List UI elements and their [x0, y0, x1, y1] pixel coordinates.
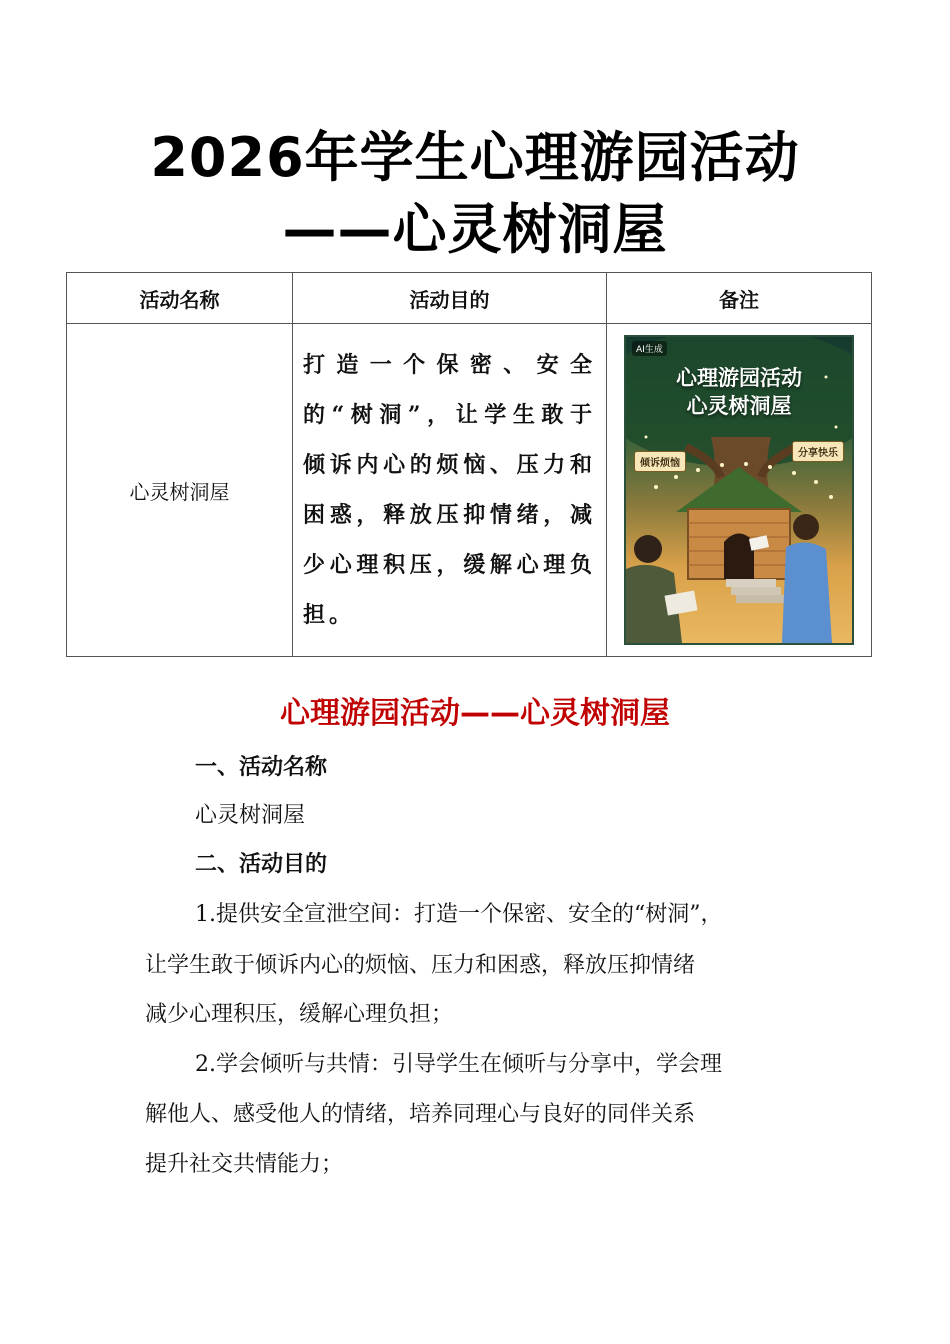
- activity-poster-image: [624, 335, 854, 645]
- purpose-item-2-line3: 提升社交共情能力；: [145, 1152, 344, 1177]
- poster-title-line2: 心灵树洞屋: [686, 394, 792, 418]
- document-title-line2: ——心灵树洞屋: [282, 198, 668, 261]
- poster-title-line1: 心理游园活动: [676, 366, 802, 390]
- purpose-item-1-line2: 让学生敢于倾诉内心的烦恼、压力和困惑，释放压抑情绪: [145, 953, 696, 978]
- purpose-item-2-line2: 解他人、感受他人的情绪，培养同理心与良好的同伴关系: [145, 1102, 696, 1127]
- poster-tag-left: 倾诉烦恼: [634, 451, 686, 472]
- treehouse-icon: [676, 467, 802, 603]
- purpose-item-2-line1: 2.学会倾听与共情：引导学生在倾听与分享中，学会理: [195, 1052, 722, 1077]
- poster-tag-right: 分享快乐: [792, 441, 844, 462]
- heading-activity-name: 一、活动名称: [195, 755, 328, 780]
- cell-activity-name: 心灵树洞屋: [67, 324, 293, 657]
- activity-name-text: 心灵树洞屋: [195, 803, 306, 828]
- header-activity-name: 活动名称: [67, 273, 293, 324]
- table-row: [67, 324, 872, 657]
- section-title: 心理游园活动——心灵树洞屋: [280, 696, 670, 731]
- header-notes: 备注: [607, 273, 872, 324]
- cell-notes: [607, 324, 872, 657]
- cell-activity-purpose: 打造一个保密、安全的“树洞”，让学生敢于倾诉内心的烦恼、压力和困惑，释放压抑情绪，减少心理积压，缓解心理负担。: [293, 324, 607, 657]
- document-title-line1: 2026年学生心理游园活动: [150, 126, 800, 189]
- activity-table: [66, 272, 872, 657]
- header-activity-purpose: 活动目的: [293, 273, 607, 324]
- ai-generated-tag: AI生成: [632, 341, 667, 356]
- heading-activity-purpose: 二、活动目的: [195, 852, 328, 877]
- purpose-item-1-line1: 1.提供安全宣泄空间：打造一个保密、安全的“树洞”，: [195, 902, 723, 927]
- purpose-item-1-line3: 减少心理积压，缓解心理负担；: [145, 1002, 454, 1027]
- table-header-row: [67, 273, 872, 324]
